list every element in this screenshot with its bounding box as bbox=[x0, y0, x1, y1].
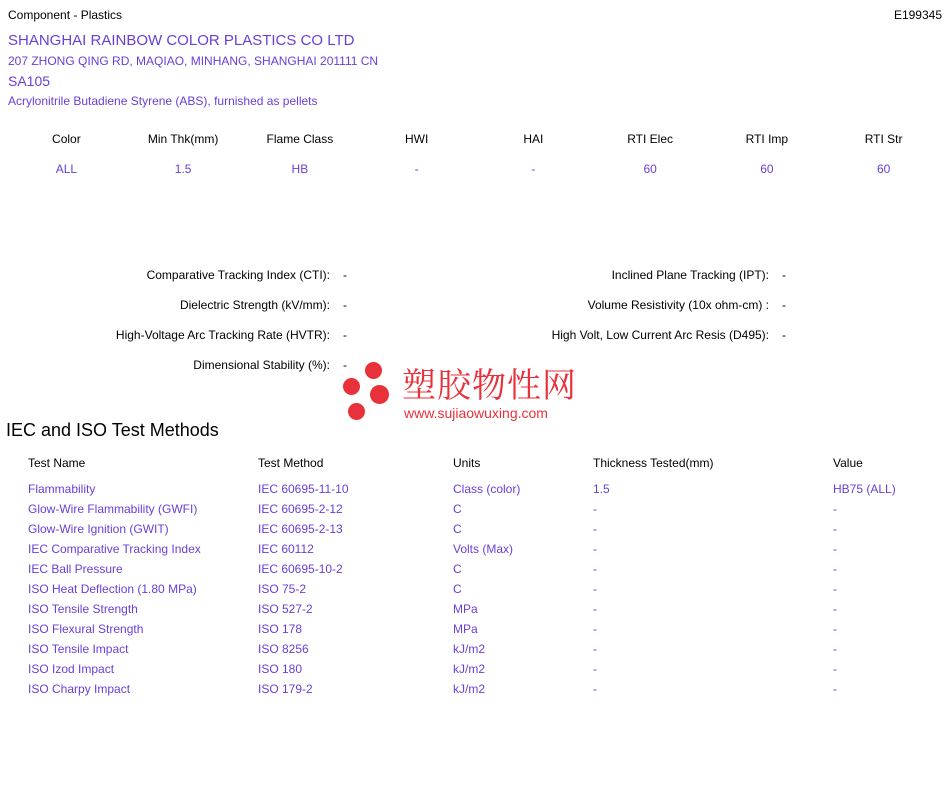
column-header-units: Units bbox=[453, 456, 481, 470]
table-cell: ISO Tensile Impact bbox=[28, 642, 129, 656]
table-cell: Flammability bbox=[28, 482, 96, 496]
table-cell: - bbox=[833, 562, 837, 576]
ratings-header-cell: HAI bbox=[523, 132, 544, 146]
material-code: SA105 bbox=[8, 73, 51, 89]
property-row bbox=[0, 358, 950, 388]
table-cell: - bbox=[593, 542, 597, 556]
property-label: Volume Resistivity (10x ohm-cm) : bbox=[587, 298, 769, 312]
ratings-header-cell: RTI Elec bbox=[627, 132, 674, 146]
table-cell: - bbox=[593, 602, 597, 616]
company-name: SHANGHAI RAINBOW COLOR PLASTICS CO LTD bbox=[8, 32, 355, 49]
document-header bbox=[8, 8, 942, 22]
table-cell: IEC 60695-11-10 bbox=[258, 482, 349, 496]
ratings-header-cell: Flame Class bbox=[266, 132, 334, 146]
table-cell: IEC Ball Pressure bbox=[28, 562, 123, 576]
table-cell: - bbox=[833, 522, 837, 536]
column-header-thickness: Thickness Tested(mm) bbox=[593, 456, 714, 470]
table-cell: IEC 60695-2-12 bbox=[258, 502, 343, 516]
property-label: Comparative Tracking Index (CTI): bbox=[146, 268, 330, 282]
table-cell: C bbox=[453, 582, 462, 596]
ratings-header-cell: Min Thk(mm) bbox=[147, 132, 219, 146]
table-cell: IEC 60112 bbox=[258, 542, 314, 556]
property-row bbox=[0, 328, 950, 358]
table-cell: ISO 179-2 bbox=[258, 682, 313, 696]
table-cell: ISO Izod Impact bbox=[28, 662, 115, 676]
property-value: - bbox=[343, 358, 347, 372]
table-row bbox=[28, 682, 928, 702]
property-value: - bbox=[782, 328, 786, 342]
table-cell: Glow-Wire Ignition (GWIT) bbox=[28, 522, 169, 536]
property-value: - bbox=[343, 298, 347, 312]
table-cell: ISO 180 bbox=[258, 662, 303, 676]
electrical-properties-block bbox=[0, 268, 950, 388]
table-cell: IEC 60695-2-13 bbox=[258, 522, 343, 536]
table-cell: kJ/m2 bbox=[453, 662, 486, 676]
table-cell: IEC Comparative Tracking Index bbox=[28, 542, 201, 556]
table-row bbox=[28, 602, 928, 622]
ratings-header-cell: HWI bbox=[404, 132, 429, 146]
table-cell: - bbox=[833, 622, 837, 636]
property-right bbox=[399, 298, 799, 312]
ratings-header-cell: RTI Str bbox=[864, 132, 903, 146]
table-row bbox=[28, 522, 928, 542]
table-cell: ISO 8256 bbox=[258, 642, 309, 656]
property-row bbox=[0, 268, 950, 298]
property-label: Dielectric Strength (kV/mm): bbox=[179, 298, 330, 312]
table-cell: - bbox=[593, 502, 597, 516]
table-row bbox=[28, 562, 928, 582]
table-cell: - bbox=[833, 682, 837, 696]
table-cell: - bbox=[593, 642, 597, 656]
table-cell: ISO 178 bbox=[258, 622, 303, 636]
iec-test-methods-table bbox=[28, 456, 928, 702]
table-row bbox=[28, 642, 928, 662]
property-label: Dimensional Stability (%): bbox=[193, 358, 330, 372]
ratings-value-cell: 60 bbox=[760, 162, 774, 176]
column-header-value: Value bbox=[833, 456, 863, 470]
table-cell: MPa bbox=[453, 622, 478, 636]
table-cell: kJ/m2 bbox=[453, 682, 486, 696]
header-category-label: Component - Plastics bbox=[8, 8, 123, 22]
ratings-value-cell: 1.5 bbox=[174, 162, 192, 176]
table-row bbox=[28, 662, 928, 682]
property-label: High Volt, Low Current Arc Resis (D495): bbox=[551, 328, 769, 342]
watermark-brand-text: 塑胶物性网 bbox=[402, 366, 577, 406]
property-value: - bbox=[782, 268, 786, 282]
property-label: High-Voltage Arc Tracking Rate (HVTR): bbox=[115, 328, 330, 342]
table-cell: C bbox=[453, 522, 462, 536]
table-cell: ISO 75-2 bbox=[258, 582, 307, 596]
watermark-dot bbox=[348, 403, 365, 420]
table-cell: - bbox=[593, 562, 597, 576]
table-cell: Class (color) bbox=[453, 482, 521, 496]
table-cell: - bbox=[593, 682, 597, 696]
property-left bbox=[0, 328, 360, 342]
column-header-test-name: Test Name bbox=[28, 456, 86, 470]
table-cell: ISO 527-2 bbox=[258, 602, 313, 616]
ratings-header-row bbox=[8, 132, 942, 162]
table-cell: C bbox=[453, 562, 462, 576]
table-cell: ISO Heat Deflection (1.80 MPa) bbox=[28, 582, 197, 596]
table-cell: C bbox=[453, 502, 462, 516]
table-cell: kJ/m2 bbox=[453, 642, 486, 656]
table-row bbox=[28, 542, 928, 562]
table-row bbox=[28, 502, 928, 522]
file-number: E199345 bbox=[893, 8, 942, 22]
ratings-header-cell: RTI Imp bbox=[745, 132, 789, 146]
watermark-url-text: www.sujiaowuxing.com bbox=[404, 405, 548, 421]
table-cell: Volts (Max) bbox=[453, 542, 514, 556]
table-row bbox=[28, 582, 928, 602]
table-row bbox=[28, 622, 928, 642]
table-cell: MPa bbox=[453, 602, 478, 616]
table-cell: - bbox=[833, 642, 837, 656]
table-cell: - bbox=[593, 582, 597, 596]
table-cell: IEC 60695-10-2 bbox=[258, 562, 343, 576]
ratings-value-cell: HB bbox=[291, 162, 309, 176]
table-cell: - bbox=[833, 542, 837, 556]
ratings-value-cell: 60 bbox=[643, 162, 657, 176]
ratings-value-row bbox=[8, 162, 942, 176]
property-left bbox=[0, 298, 360, 312]
ratings-value-cell: ALL bbox=[55, 162, 78, 176]
table-cell: - bbox=[593, 622, 597, 636]
table-cell: ISO Charpy Impact bbox=[28, 682, 131, 696]
ratings-value-cell: - bbox=[531, 162, 536, 176]
table-cell: ISO Flexural Strength bbox=[28, 622, 144, 636]
table-cell: - bbox=[833, 582, 837, 596]
column-header-test-method: Test Method bbox=[258, 456, 324, 470]
table-cell: - bbox=[593, 662, 597, 676]
ratings-value-cell: 60 bbox=[876, 162, 891, 176]
table-cell: HB75 (ALL) bbox=[833, 482, 896, 496]
ratings-header-cell: Color bbox=[52, 132, 81, 146]
ratings-value-cell: - bbox=[414, 162, 419, 176]
table-header-row bbox=[28, 456, 928, 482]
table-cell: - bbox=[833, 502, 837, 516]
property-value: - bbox=[343, 268, 347, 282]
property-value: - bbox=[782, 298, 786, 312]
property-value: - bbox=[343, 328, 347, 342]
property-right bbox=[399, 268, 799, 282]
property-left bbox=[0, 358, 360, 372]
table-cell: - bbox=[833, 662, 837, 676]
table-body bbox=[28, 482, 928, 702]
company-address: 207 ZHONG QING RD, MAQIAO, MINHANG, SHANGHAI 201111 CN bbox=[8, 54, 379, 68]
ratings-table bbox=[8, 132, 942, 176]
property-right bbox=[399, 328, 799, 342]
table-cell: ISO Tensile Strength bbox=[28, 602, 138, 616]
section-title: IEC and ISO Test Methods bbox=[6, 420, 219, 440]
table-cell: Glow-Wire Flammability (GWFI) bbox=[28, 502, 198, 516]
table-cell: 1.5 bbox=[593, 482, 610, 496]
table-cell: - bbox=[833, 602, 837, 616]
table-row bbox=[28, 482, 928, 502]
material-description: Acrylonitrile Butadiene Styrene (ABS), furnished as pellets bbox=[8, 94, 318, 108]
table-cell: - bbox=[593, 522, 597, 536]
property-left bbox=[0, 268, 360, 282]
property-row bbox=[0, 298, 950, 328]
property-label: Inclined Plane Tracking (IPT): bbox=[611, 268, 769, 282]
